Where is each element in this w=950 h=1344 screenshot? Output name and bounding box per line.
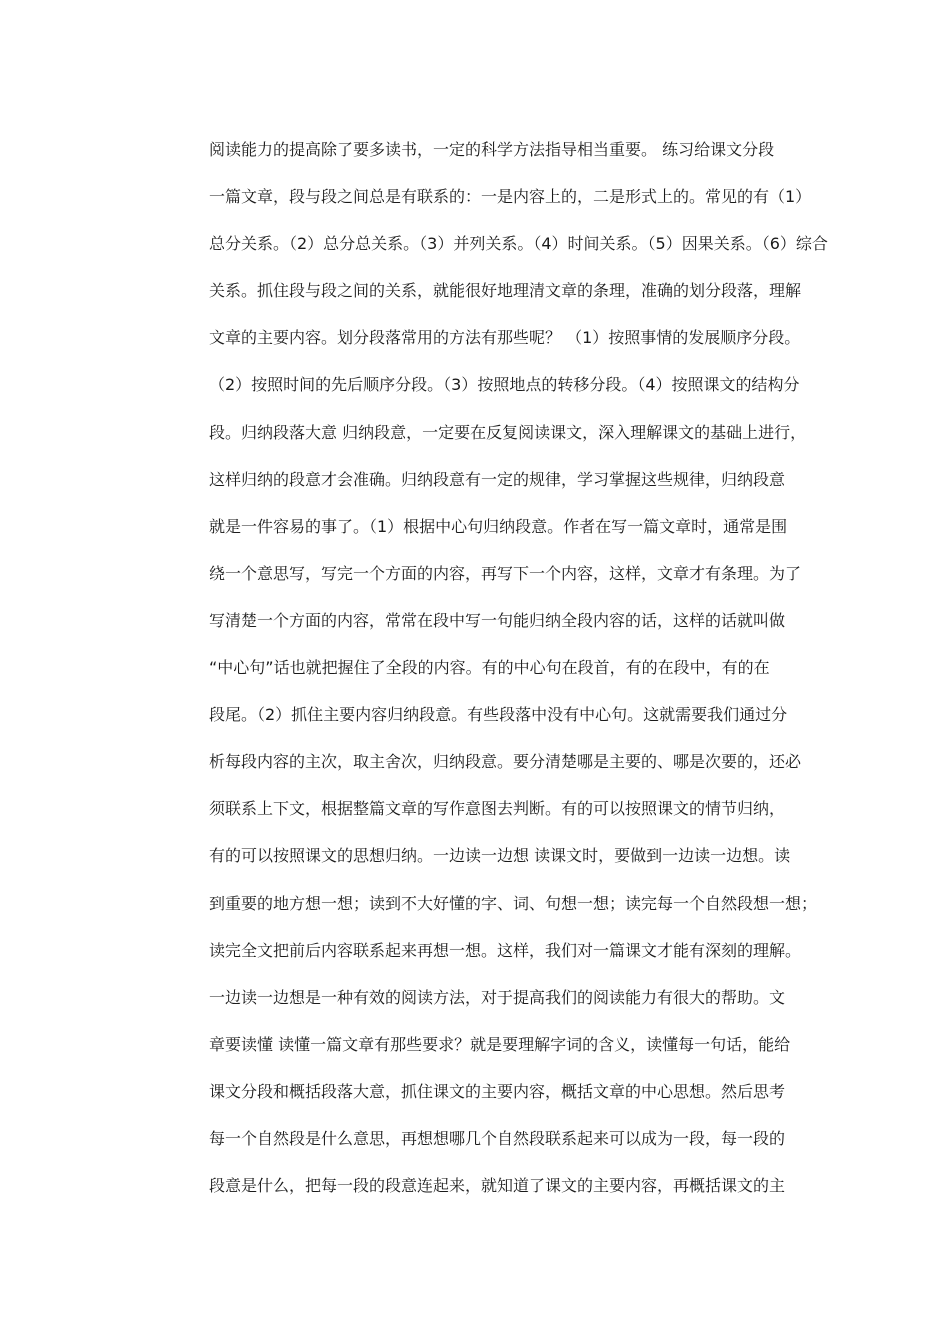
- text-line: 就是一件容易的事了。（1）根据中心句归纳段意。作者在写一篇文章时，通常是围: [209, 516, 788, 536]
- text-line: 段意是什么，把每一段的段意连起来，就知道了课文的主要内容，再概括课文的主: [209, 1176, 786, 1196]
- text-line: 这样归纳的段意才会准确。归纳段意有一定的规律，学习掌握这些规律，归纳段意: [209, 469, 786, 489]
- text-line: “中心句”话也就把握住了全段的内容。有的中心句在段首，有的在段中，有的在: [209, 658, 770, 678]
- text-line: 析每段内容的主次，取主舍次，归纳段意。要分清楚哪是主要的、哪是次要的，还必: [209, 752, 802, 772]
- body-text: [209, 137, 829, 1220]
- text-line: 关系。抓住段与段之间的关系，就能很好地理清文章的条理，准确的划分段落，理解: [209, 281, 802, 301]
- text-line: 读完全文把前后内容联系起来再想一想。这样，我们对一篇课文才能有深刻的理解。: [209, 940, 802, 960]
- text-line: 段尾。（2）抓住主要内容归纳段意。有些段落中没有中心句。这就需要我们通过分: [209, 705, 788, 725]
- text-line: 绕一个意思写，写完一个方面的内容，再写下一个内容，这样，文章才有条理。为了: [209, 563, 802, 583]
- text-line: （2）按照时间的先后顺序分段。（3）按照地点的转移分段。（4）按照课文的结构分: [209, 375, 800, 395]
- text-line: 课文分段和概括段落大意，抓住课文的主要内容，概括文章的中心思想。然后思考: [209, 1081, 786, 1101]
- text-line: 有的可以按照课文的思想归纳。一边读一边想 读课文时，要做到一边读一边想。读: [209, 846, 791, 866]
- text-line: 文章的主要内容。划分段落常用的方法有那些呢？ （1）按照事情的发展顺序分段。: [209, 328, 801, 348]
- text-line: 一篇文章，段与段之间总是有联系的：一是内容上的，二是形式上的。常见的有（1）: [209, 187, 812, 207]
- text-line: 每一个自然段是什么意思，再想想哪几个自然段联系起来可以成为一段，每一段的: [209, 1128, 786, 1148]
- text-line: 总分关系。（2）总分总关系。（3）并列关系。（4）时间关系。（5）因果关系。（6）综合: [209, 234, 828, 254]
- text-line: 写清楚一个方面的内容，常常在段中写一句能归纳全段内容的话，这样的话就叫做: [209, 610, 786, 630]
- text-line: 段。归纳段落大意 归纳段意，一定要在反复阅读课文，深入理解课文的基础上进行，: [209, 422, 807, 442]
- text-line: 章要读懂 读懂一篇文章有那些要求？就是要理解字词的含义，读懂每一句话，能给: [209, 1034, 791, 1054]
- text-line: 阅读能力的提高除了要多读书，一定的科学方法指导相当重要。 练习给课文分段: [209, 140, 775, 159]
- text-line: 须联系上下文，根据整篇文章的写作意图去判断。有的可以按照课文的情节归纳，: [209, 799, 786, 819]
- text-line: 一边读一边想是一种有效的阅读方法，对于提高我们的阅读能力有很大的帮助。文: [209, 987, 786, 1007]
- text-line: 到重要的地方想一想；读到不大好懂的字、词、句想一想；读完每一个自然段想一想；: [209, 893, 818, 913]
